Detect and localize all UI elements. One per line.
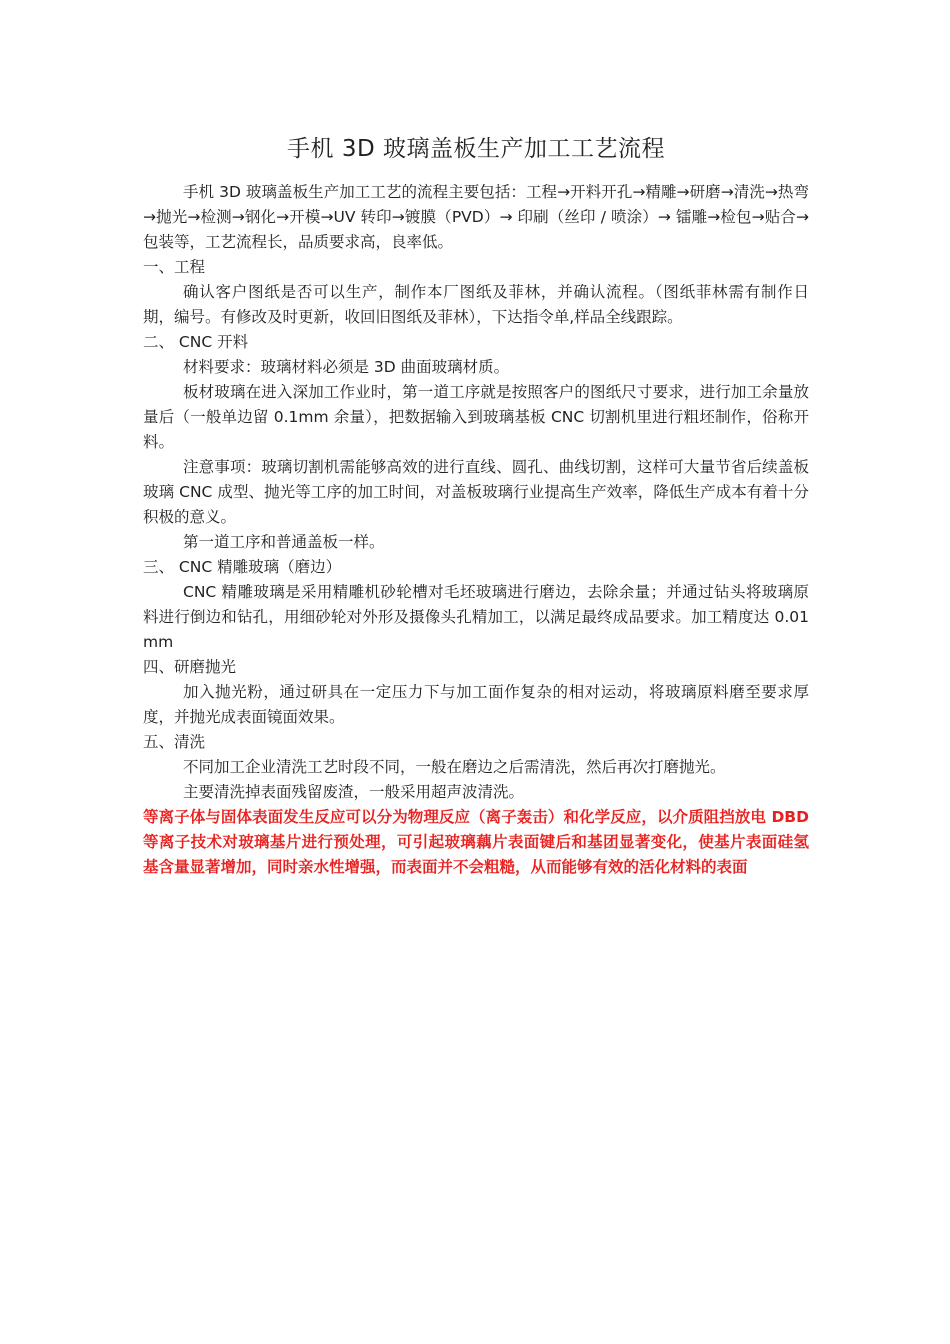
section-heading-polishing: 四、研磨抛光 <box>143 658 237 676</box>
cnc-cutting-material-paragraph: 材料要求：玻璃材料必须是 3D 曲面玻璃材质。 <box>183 358 510 376</box>
plasma-treatment-note: 等离子体与固体表面发生反应可以分为物理反应（离子轰击）和化学反应，以介质阻挡放电 DBD 等离子技术对玻璃基片进行预处理，可引起玻璃藕片表面键后和基团显著变化，使基片表面硅氢基含量显著增加，同时亲水性增强，而表面并不会粗糙，从而能够有效的活化材料的表面 <box>143 808 809 876</box>
cleaning-method-paragraph: 主要清洗掉表面残留废渣，一般采用超声波清洗。 <box>183 783 525 801</box>
section-heading-engineering: 一、工程 <box>143 258 206 276</box>
cnc-engraving-paragraph: CNC 精雕玻璃是采用精雕机砂轮槽对毛坯玻璃进行磨边，去除余量；并通过钻头将玻璃原料进行倒边和钻孔，用细砂轮对外形及摄像头孔精加工，以满足最终成品要求。加工精度达 0.01mm <box>143 583 809 651</box>
intro-paragraph: 手机 3D 玻璃盖板生产加工工艺的流程主要包括：工程→开料开孔→精雕→研磨→清洗→热弯→抛光→检测→钢化→开模→UV 转印→镀膜（PVD）→ 印刷（丝印 / 喷涂）→ 镭雕→检包→贴合→ 包装等，工艺流程长，品质要求高，良率低。 <box>143 183 809 251</box>
cnc-cutting-notes-paragraph: 注意事项：玻璃切割机需能够高效的进行直线、圆孔、曲线切割，这样可大量节省后续盖板玻璃 CNC 成型、抛光等工序的加工时间，对盖板玻璃行业提高生产效率，降低生产成本有着十分积极的意义。 <box>143 458 809 526</box>
cnc-cutting-process-paragraph: 板材玻璃在进入深加工作业时，第一道工序就是按照客户的图纸尺寸要求，进行加工余量放量后（一般单边留 0.1mm 余量），把数据输入到玻璃基板 CNC 切割机里进行粗坯制作，俗称开料。 <box>143 383 809 451</box>
document-page <box>143 132 809 880</box>
engineering-paragraph: 确认客户图纸是否可以生产，制作本厂图纸及菲林，并确认流程。（图纸菲林需有制作日期，编号。有修改及时更新，收回旧图纸及菲林），下达指令单,样品全线跟踪。 <box>143 283 809 326</box>
section-heading-cnc-engraving: 三、 CNC 精雕玻璃（磨边） <box>143 558 342 576</box>
document-title: 手机 3D 玻璃盖板生产加工工艺流程 <box>287 136 665 162</box>
section-heading-cnc-cutting: 二、 CNC 开料 <box>143 333 249 351</box>
section-heading-cleaning: 五、清洗 <box>143 733 206 751</box>
polishing-paragraph: 加入抛光粉，通过研具在一定压力下与加工面作复杂的相对运动，将玻璃原料磨至要求厚度，并抛光成表面镜面效果。 <box>143 683 809 726</box>
cleaning-process-paragraph: 不同加工企业清洗工艺时段不同，一般在磨边之后需清洗，然后再次打磨抛光。 <box>183 758 726 776</box>
cnc-cutting-summary-paragraph: 第一道工序和普通盖板一样。 <box>183 533 385 551</box>
